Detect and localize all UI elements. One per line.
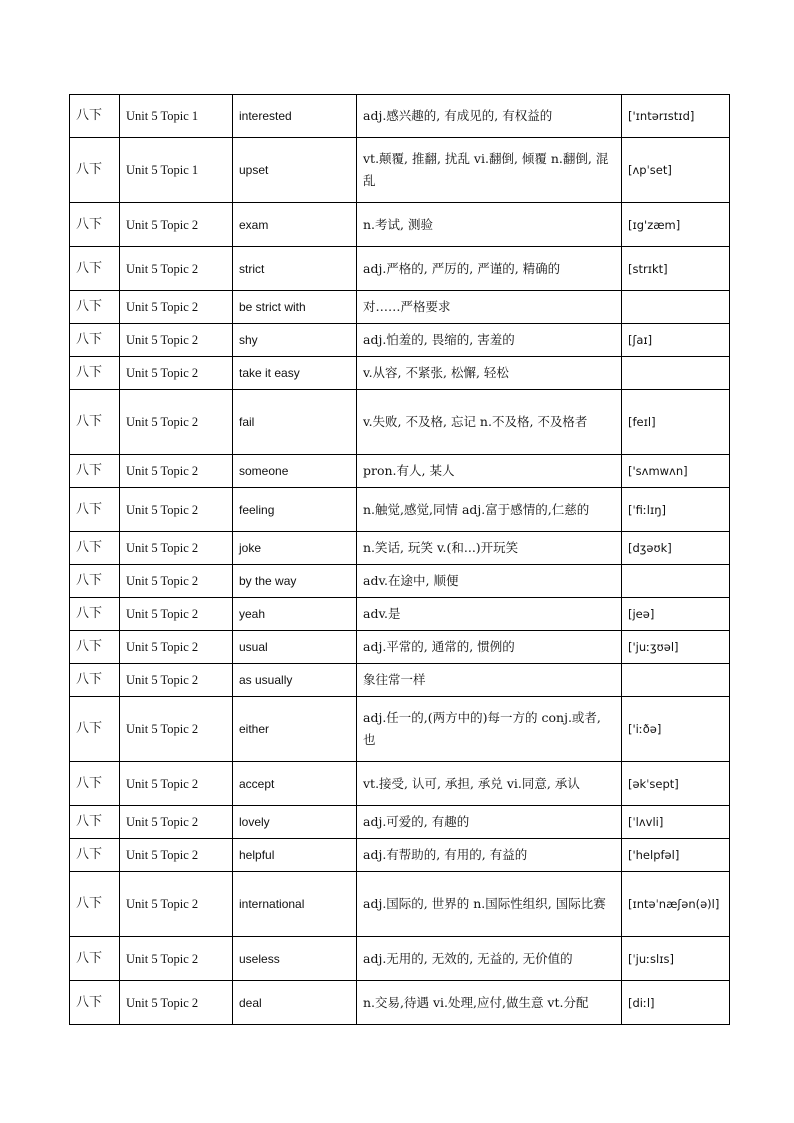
phonetic-cell: [ˈjuːslɪs] <box>622 937 730 981</box>
grade-cell: 八下 <box>70 138 120 203</box>
table-row <box>70 95 730 138</box>
unit-cell: Unit 5 Topic 2 <box>120 631 233 664</box>
table-row <box>70 631 730 664</box>
grade-cell: 八下 <box>70 357 120 390</box>
unit-cell: Unit 5 Topic 2 <box>120 357 233 390</box>
grade-cell: 八下 <box>70 981 120 1025</box>
phonetic-cell: [ɪg'zæm] <box>622 203 730 247</box>
table-row <box>70 357 730 390</box>
table-row <box>70 138 730 203</box>
grade-cell: 八下 <box>70 390 120 455</box>
unit-cell: Unit 5 Topic 2 <box>120 981 233 1025</box>
table-row <box>70 872 730 937</box>
word-cell: yeah <box>233 598 357 631</box>
table-row <box>70 247 730 291</box>
phonetic-cell: ['helpfəl] <box>622 839 730 872</box>
word-cell: deal <box>233 981 357 1025</box>
phonetic-cell: [strɪkt] <box>622 247 730 291</box>
word-cell: be strict with <box>233 291 357 324</box>
vocabulary-table-body <box>70 95 730 1025</box>
meaning-cell: vt.颠覆, 推翻, 扰乱 vi.翻倒, 倾覆 n.翻倒, 混乱 <box>357 138 622 203</box>
meaning-cell: pron.有人, 某人 <box>357 455 622 488</box>
meaning-cell: adj.可爱的, 有趣的 <box>357 806 622 839</box>
grade-cell: 八下 <box>70 872 120 937</box>
meaning-cell: adj.平常的, 通常的, 惯例的 <box>357 631 622 664</box>
word-cell: exam <box>233 203 357 247</box>
meaning-cell: adj.怕羞的, 畏缩的, 害羞的 <box>357 324 622 357</box>
grade-cell: 八下 <box>70 697 120 762</box>
grade-cell: 八下 <box>70 488 120 532</box>
phonetic-cell: ['ɪntərɪstɪd] <box>622 95 730 138</box>
grade-cell: 八下 <box>70 664 120 697</box>
word-cell: strict <box>233 247 357 291</box>
table-row <box>70 291 730 324</box>
unit-cell: Unit 5 Topic 2 <box>120 937 233 981</box>
unit-cell: Unit 5 Topic 2 <box>120 762 233 806</box>
word-cell: by the way <box>233 565 357 598</box>
grade-cell: 八下 <box>70 247 120 291</box>
table-row <box>70 455 730 488</box>
grade-cell: 八下 <box>70 203 120 247</box>
word-cell: joke <box>233 532 357 565</box>
phonetic-cell: [jeə] <box>622 598 730 631</box>
phonetic-cell: [ˈlʌvli] <box>622 806 730 839</box>
word-cell: lovely <box>233 806 357 839</box>
table-row <box>70 203 730 247</box>
phonetic-cell: ['iːðə] <box>622 697 730 762</box>
word-cell: either <box>233 697 357 762</box>
unit-cell: Unit 5 Topic 2 <box>120 565 233 598</box>
unit-cell: Unit 5 Topic 2 <box>120 697 233 762</box>
grade-cell: 八下 <box>70 839 120 872</box>
table-row <box>70 981 730 1025</box>
meaning-cell: n.笑话, 玩笑 v.(和...)开玩笑 <box>357 532 622 565</box>
unit-cell: Unit 5 Topic 1 <box>120 95 233 138</box>
unit-cell: Unit 5 Topic 2 <box>120 598 233 631</box>
word-cell: accept <box>233 762 357 806</box>
unit-cell: Unit 5 Topic 2 <box>120 488 233 532</box>
meaning-cell: adj.有帮助的, 有用的, 有益的 <box>357 839 622 872</box>
word-cell: international <box>233 872 357 937</box>
word-cell: as usually <box>233 664 357 697</box>
vocabulary-table <box>69 94 730 1025</box>
word-cell: usual <box>233 631 357 664</box>
phonetic-cell: [dʒəʊk] <box>622 532 730 565</box>
unit-cell: Unit 5 Topic 2 <box>120 291 233 324</box>
grade-cell: 八下 <box>70 631 120 664</box>
grade-cell: 八下 <box>70 95 120 138</box>
word-cell: useless <box>233 937 357 981</box>
meaning-cell: adv.是 <box>357 598 622 631</box>
phonetic-cell: [ʌpˈset] <box>622 138 730 203</box>
unit-cell: Unit 5 Topic 2 <box>120 839 233 872</box>
meaning-cell: v.从容, 不紧张, 松懈, 轻松 <box>357 357 622 390</box>
unit-cell: Unit 5 Topic 2 <box>120 247 233 291</box>
word-cell: upset <box>233 138 357 203</box>
table-row <box>70 806 730 839</box>
phonetic-cell: [ɪntəˈnæʃən(ə)l] <box>622 872 730 937</box>
word-cell: take it easy <box>233 357 357 390</box>
table-row <box>70 324 730 357</box>
word-cell: someone <box>233 455 357 488</box>
table-row <box>70 937 730 981</box>
meaning-cell: v.失败, 不及格, 忘记 n.不及格, 不及格者 <box>357 390 622 455</box>
word-cell: interested <box>233 95 357 138</box>
phonetic-cell <box>622 291 730 324</box>
phonetic-cell: ['juːʒʊəl] <box>622 631 730 664</box>
meaning-cell: n.交易,待遇 vi.处理,应付,做生意 vt.分配 <box>357 981 622 1025</box>
table-row <box>70 565 730 598</box>
grade-cell: 八下 <box>70 762 120 806</box>
grade-cell: 八下 <box>70 565 120 598</box>
phonetic-cell <box>622 664 730 697</box>
table-row <box>70 697 730 762</box>
meaning-cell: 象往常一样 <box>357 664 622 697</box>
table-row <box>70 839 730 872</box>
meaning-cell: adj.感兴趣的, 有成见的, 有权益的 <box>357 95 622 138</box>
table-row <box>70 532 730 565</box>
phonetic-cell: [əkˈsept] <box>622 762 730 806</box>
unit-cell: Unit 5 Topic 2 <box>120 324 233 357</box>
unit-cell: Unit 5 Topic 2 <box>120 455 233 488</box>
table-row <box>70 762 730 806</box>
phonetic-cell <box>622 565 730 598</box>
meaning-cell: adj.国际的, 世界的 n.国际性组织, 国际比赛 <box>357 872 622 937</box>
table-row <box>70 598 730 631</box>
phonetic-cell: [feɪl] <box>622 390 730 455</box>
table-row <box>70 664 730 697</box>
table-row <box>70 390 730 455</box>
unit-cell: Unit 5 Topic 2 <box>120 390 233 455</box>
meaning-cell: 对……严格要求 <box>357 291 622 324</box>
grade-cell: 八下 <box>70 937 120 981</box>
meaning-cell: adj.无用的, 无效的, 无益的, 无价值的 <box>357 937 622 981</box>
grade-cell: 八下 <box>70 455 120 488</box>
unit-cell: Unit 5 Topic 2 <box>120 806 233 839</box>
meaning-cell: n.考试, 测验 <box>357 203 622 247</box>
meaning-cell: adj.任一的,(两方中的)每一方的 conj.或者, 也 <box>357 697 622 762</box>
phonetic-cell: [ˈfiːlɪŋ] <box>622 488 730 532</box>
phonetic-cell <box>622 357 730 390</box>
word-cell: feeling <box>233 488 357 532</box>
meaning-cell: adj.严格的, 严厉的, 严谨的, 精确的 <box>357 247 622 291</box>
unit-cell: Unit 5 Topic 1 <box>120 138 233 203</box>
grade-cell: 八下 <box>70 291 120 324</box>
word-cell: helpful <box>233 839 357 872</box>
grade-cell: 八下 <box>70 532 120 565</box>
grade-cell: 八下 <box>70 324 120 357</box>
table-row <box>70 488 730 532</box>
meaning-cell: vt.接受, 认可, 承担, 承兑 vi.同意, 承认 <box>357 762 622 806</box>
unit-cell: Unit 5 Topic 2 <box>120 664 233 697</box>
phonetic-cell: ['sʌmwʌn] <box>622 455 730 488</box>
unit-cell: Unit 5 Topic 2 <box>120 532 233 565</box>
phonetic-cell: [diːl] <box>622 981 730 1025</box>
meaning-cell: n.触觉,感觉,同情 adj.富于感情的,仁慈的 <box>357 488 622 532</box>
meaning-cell: adv.在途中, 顺便 <box>357 565 622 598</box>
grade-cell: 八下 <box>70 806 120 839</box>
grade-cell: 八下 <box>70 598 120 631</box>
word-cell: fail <box>233 390 357 455</box>
word-cell: shy <box>233 324 357 357</box>
unit-cell: Unit 5 Topic 2 <box>120 203 233 247</box>
unit-cell: Unit 5 Topic 2 <box>120 872 233 937</box>
phonetic-cell: [ʃaɪ] <box>622 324 730 357</box>
